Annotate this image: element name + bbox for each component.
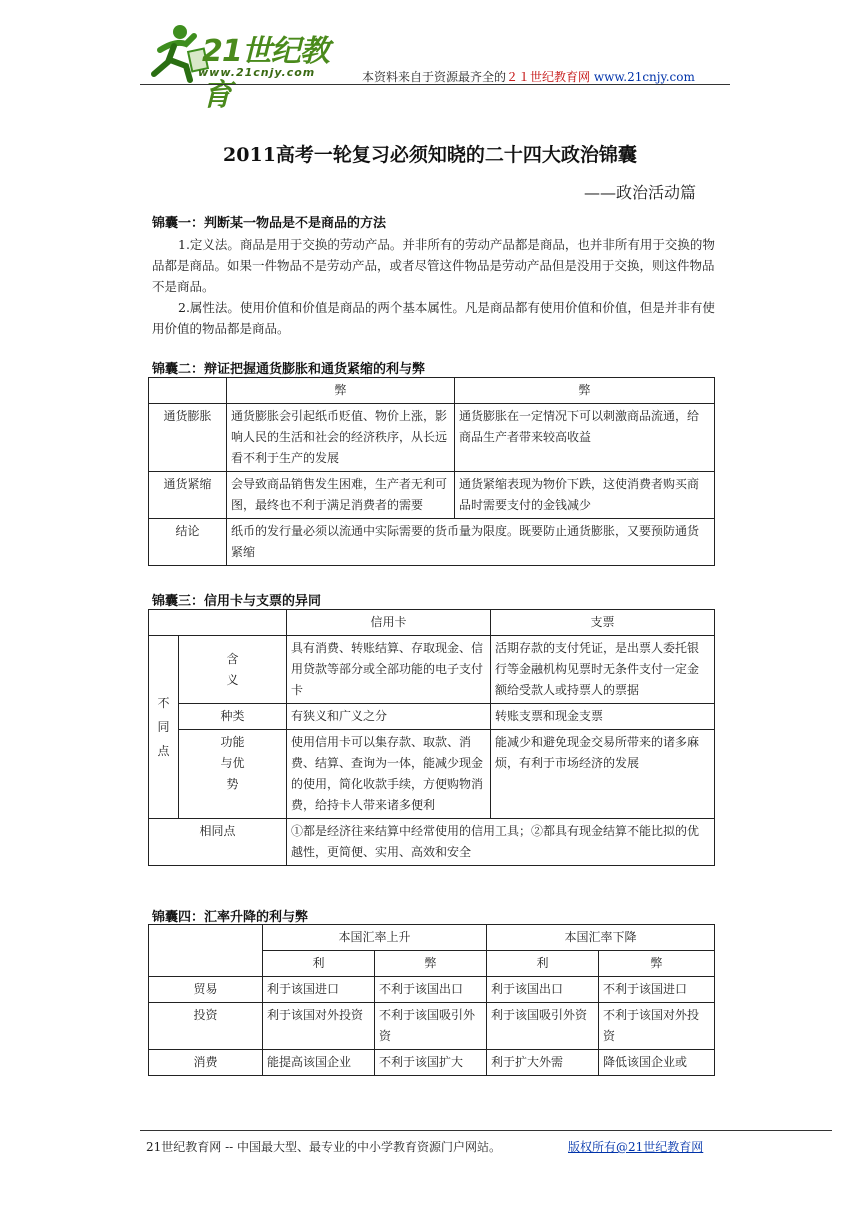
table-cell: 通货膨胀会引起纸币贬值、物价上涨，影响人民的生活和社会的经济秩序，从长远看不利于生产的发展 [227,404,455,472]
header-divider [140,84,730,85]
inflation-table [148,377,715,566]
group-label: 不同点 [149,636,179,819]
section4-heading: 锦囊四：汇率升降的利与弊 [152,910,309,925]
row-label: 投资 [149,1003,263,1050]
table-cell [149,925,263,977]
table-row [149,636,715,704]
row-label: 贸易 [149,977,263,1003]
section2-heading: 锦囊二：辩证把握通货膨胀和通货紧缩的利与弊 [152,362,426,377]
table-header: 支票 [491,610,715,636]
section1-paragraph-1: 1.定义法。商品是用于交换的劳动产品。并非所有的劳动产品都是商品，也并非所有用于交换的物品都是商品。如果一件物品不是劳动产品，或者尽管这件物品是劳动产品但是没用于交换，则这件物品不是商品。 [152,237,715,294]
table-cell: 不利于该国扩大 [375,1050,487,1076]
table-cell: 通货膨胀在一定情况下可以刺激商品流通，给商品生产者带来较高收益 [455,404,715,472]
table-header: 信用卡 [287,610,491,636]
logo-text: 21世纪教育 [202,34,329,113]
page-subtitle: ——政治活动篇 [584,183,697,202]
page-title: 2011高考一轮复习必须知晓的二十四大政治锦囊 [223,144,637,166]
header-note-url[interactable]: www.21cnjy.com [593,70,695,84]
table-cell: 利于该国进口 [263,977,375,1003]
table-cell: 通货紧缩表现为物价下跌，这使消费者购买商品时需要支付的金钱减少 [455,472,715,519]
row-label: 相同点 [149,819,287,866]
header-note-brand[interactable]: ２１世纪教育网 [506,70,591,84]
exchange-rate-table [148,924,715,1076]
table-row [149,819,715,866]
table-row [149,925,715,951]
table-row [149,378,715,404]
footer-divider [140,1130,832,1131]
table-cell: 具有消费、转账结算、存取现金、信用贷款等部分或全部功能的电子支付卡 [287,636,491,704]
row-label: 功能与优势 [179,730,287,819]
section1-paragraph-2: 2.属性法。使用价值和价值是商品的两个基本属性。凡是商品都有使用价值和价值，但是并非有使用价值的物品都是商品。 [152,300,715,336]
table-header: 本国汇率下降 [487,925,715,951]
row-label: 结论 [149,519,227,566]
table-header: 弊 [599,951,715,977]
table-cell: 纸币的发行量必须以流通中实际需要的货币量为限度。既要防止通货膨胀，又要预防通货紧缩 [227,519,715,566]
table-row [149,1003,715,1050]
table-row [149,472,715,519]
table-header: 本国汇率上升 [263,925,487,951]
row-label: 含义 [179,636,287,704]
row-label: 通货膨胀 [149,404,227,472]
table-row [149,519,715,566]
table-cell: 利于该国吸引外资 [487,1003,599,1050]
table-row [149,404,715,472]
logo-url: www.21cnjy.com [198,66,316,79]
site-logo [140,22,340,113]
table-cell [149,610,287,636]
row-label: 通货紧缩 [149,472,227,519]
table-row [149,704,715,730]
credit-card-check-table [148,609,715,866]
table-header: 弊 [227,378,455,404]
header-note [362,68,695,85]
table-cell: 降低该国企业或 [599,1050,715,1076]
table-cell: 使用信用卡可以集存款、取款、消费、结算、查询为一体，能减少现金的使用，简化收款手续，方便购物消费，给持卡人带来诸多便利 [287,730,491,819]
footer-text: 21世纪教育网 -- 中国最大型、最专业的中小学教育资源门户网站。 [146,1140,502,1154]
table-cell: 不利于该国出口 [375,977,487,1003]
table-cell: 活期存款的支付凭证，是出票人委托银行等金融机构见票时无条件支付一定金额给受款人或持票人的票据 [491,636,715,704]
header-note-prefix: 本资料来自于资源最齐全的 [362,70,507,84]
table-header: 弊 [375,951,487,977]
table-cell: 利于该国对外投资 [263,1003,375,1050]
table-cell: 转账支票和现金支票 [491,704,715,730]
section1-heading: 锦囊一：判断某一物品是不是商品的方法 [152,216,387,231]
row-label: 消费 [149,1050,263,1076]
section3-heading: 锦囊三：信用卡与支票的异同 [152,594,322,609]
table-cell: 有狭义和广义之分 [287,704,491,730]
table-cell: 不利于该国进口 [599,977,715,1003]
table-row [149,977,715,1003]
table-row [149,610,715,636]
table-header: 利 [263,951,375,977]
table-row [149,730,715,819]
table-header: 利 [487,951,599,977]
table-cell: 利于该国出口 [487,977,599,1003]
table-cell: 能减少和避免现金交易所带来的诸多麻烦，有利于市场经济的发展 [491,730,715,819]
copyright-link[interactable]: 版权所有@21世纪教育网 [568,1140,704,1154]
table-cell [149,378,227,404]
table-cell: ①都是经济往来结算中经常使用的信用工具；②都具有现金结算不能比拟的优越性，更简便、实用、高效和安全 [287,819,715,866]
row-label: 种类 [179,704,287,730]
table-header: 弊 [455,378,715,404]
table-cell: 能提高该国企业 [263,1050,375,1076]
table-cell: 利于扩大外需 [487,1050,599,1076]
table-cell: 不利于该国吸引外资 [375,1003,487,1050]
table-cell: 会导致商品销售发生困难，生产者无利可图，最终也不利于满足消费者的需要 [227,472,455,519]
table-cell: 不利于该国对外投资 [599,1003,715,1050]
table-row [149,1050,715,1076]
